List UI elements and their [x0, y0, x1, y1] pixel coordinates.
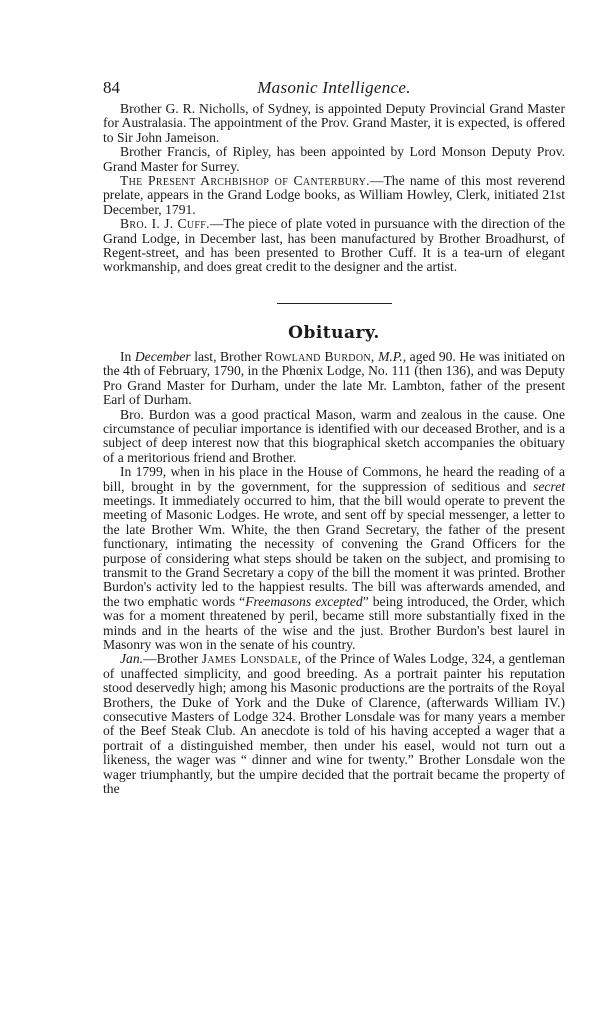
text-run-italic: Freemasons excepted — [245, 593, 363, 609]
text-run: of the Prince of Wales Lodge, 324, a gentleman of unaffected simplicity, and good breeding. As a portrait painter his reputation stood deservedly high; among his Masonic productions are the portraits of the Royal Brothers, the Duke of York and the Duke of Clarence, (afterwards William IV.) consecutive Masters of Lodge 324. Brother Lonsdale was for many years a member of the Beef Steak Club. An anecdote is told of his having accepted a wager that a portrait of a distinguished member, then under his easel, would not turn out a likeness, the wager was “ dinner and wine for twenty.” Brother Lonsdale won the wager triumphantly, but the umpire decided that the portrait became the property of the — [103, 651, 565, 797]
obituary-paragraph-character: Bro. Burdon was a good practical Mason, warm and zealous in the cause. One circumstance of peculiar importance is identified with our deceased Brother, and is a subject of deep interest now that this biographical sketch accompanies the obituary of a meritorious friend and Brother. — [103, 406, 565, 465]
running-title: Masonic Intelligence. — [257, 78, 411, 97]
text-run: ” being introduced, the Order, which was for a moment threatened by peril, became still more substantially fixed in the minds and in the hearts of the wise and the just. Brother Burdon's best laurel in Masonry was won in the senate of his country. — [103, 593, 565, 652]
text-run-smallcaps: James Lonsdale, — [201, 651, 302, 667]
paragraph-text: —The piece of plate voted in pursuance with the direction of the Grand Lodge, in December last, has been manufactured by Brother Broadhurst, of Regent-street, and has been presented to Brother Cuff. It is a tea-urn of elegant workmanship, and does great credit to the designer and the artist. — [103, 216, 565, 275]
paragraph-nicholls: Brother G. R. Nicholls, of Sydney, is appointed Deputy Provincial Grand Master for Australasia. The appointment of the Prov. Grand Master, it is expected, is offered to Sir John Jameison. — [103, 101, 565, 145]
paragraph-francis: Brother Francis, of Ripley, has been appointed by Lord Monson Deputy Prov. Grand Master for Surrey. — [103, 144, 565, 174]
text-run: In 1799, when in his place in the House of Commons, he heard the reading of a bill, brought in by the government, for the suppression of seditious and — [103, 464, 565, 494]
text-run: meetings. It immediately occurred to him, that the bill would operate to prevent the meeting of Masonic Lodges. He wrote, and sent off by special messenger, a letter to the late Brother Wm. White, the then Grand Secretary, the father of the present functionary, intimating the necessity of convening the Grand Officers for the purpose of considering what steps should be taken on the subject, and promising to transmit to the Grand Secretary a copy of the bill the moment it was printed. Brother Burdon's activity led to the happiest results. The bill was afterwards amended, and the two emphatic words “ — [103, 492, 565, 609]
page-header — [103, 78, 565, 100]
obituary-paragraph-burdon — [103, 350, 565, 408]
text-run-italic: Jan. — [120, 651, 144, 667]
text-column — [103, 102, 565, 796]
obituary-paragraph-bill — [103, 465, 565, 652]
obituary-heading: Obituary. — [288, 322, 380, 343]
text-run: —Brother — [143, 651, 202, 667]
text-run: In — [120, 348, 135, 364]
text-run: aged 90. He was initiated on the 4th of February, 1790, in the Phœnix Lodge, No. 111 (then 136), and was Deputy Pro Grand Master for Durham, under the late Mr. Lambton, father of the present Earl of Durham. — [103, 348, 565, 408]
text-run-italic: secret — [533, 478, 565, 494]
text-run-italic: December — [134, 348, 191, 364]
paragraph-lead: Bro. I. J. Cuff. — [120, 216, 210, 232]
paragraph-archbishop — [103, 174, 565, 217]
paragraph-cuff — [103, 217, 565, 275]
paragraph-lead: The Present Archbishop of Canterbury. — [120, 173, 370, 189]
text-run-smallcaps: Rowland Burdon, — [265, 348, 375, 364]
page-number: 84 — [103, 78, 120, 97]
obituary-paragraph-lonsdale — [103, 652, 565, 796]
section-divider — [277, 303, 392, 304]
text-run-italic: M.P., — [378, 348, 407, 364]
text-run: last, Brother — [190, 348, 266, 364]
paragraph-text: —The name of this most reverend prelate, appears in the Grand Lodge books, as William Howley, Clerk, initiated 21st December, 1791. — [103, 173, 566, 217]
